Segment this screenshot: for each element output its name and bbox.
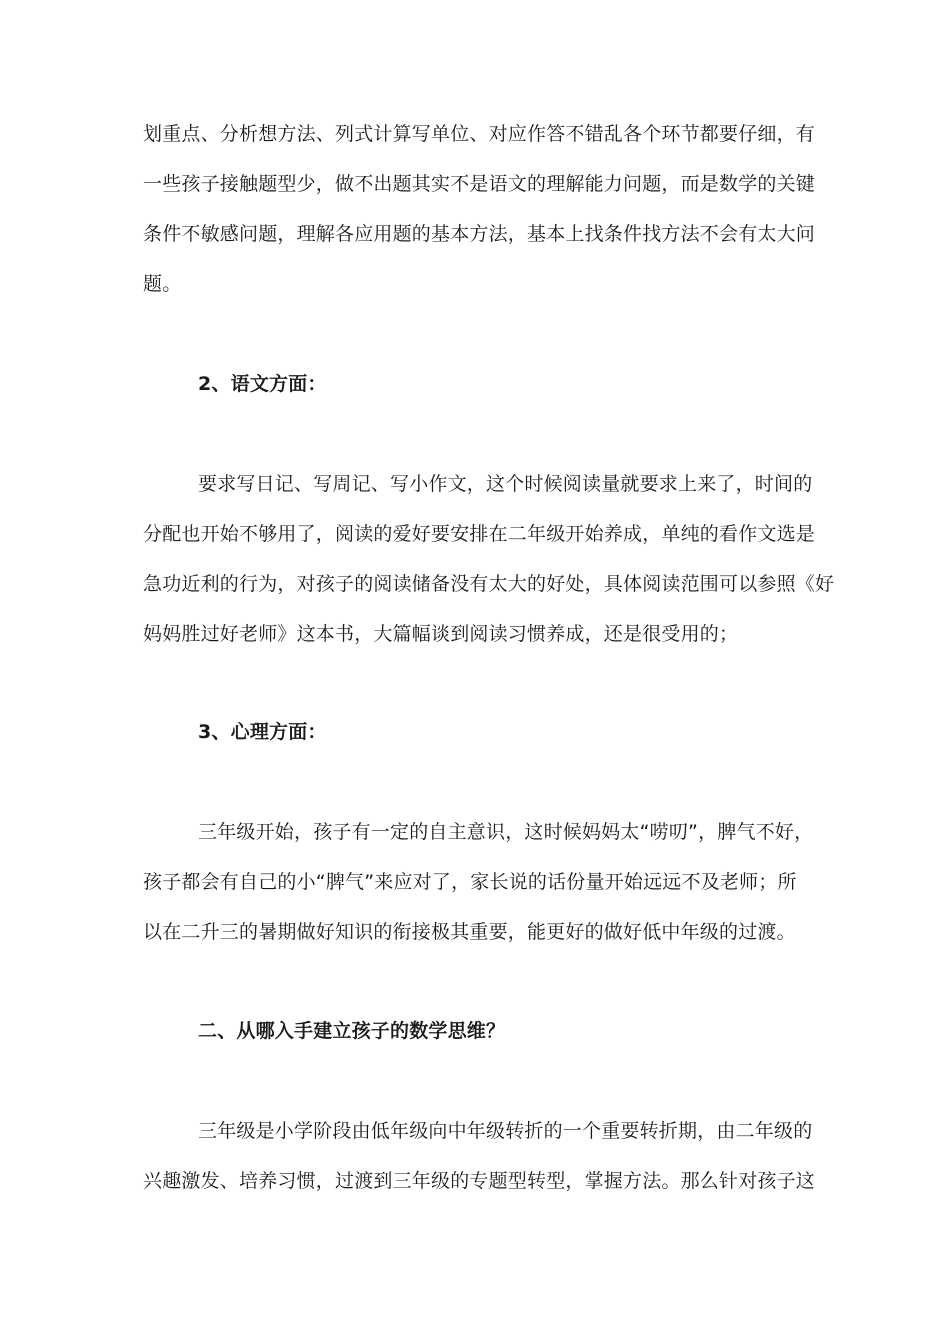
heading-chinese: 2、语文方面： xyxy=(198,373,327,395)
paragraph-psychology-line-1: 三年级开始，孩子有一定的自主意识，这时候妈妈太“唠叨”，脾气不好， xyxy=(198,821,814,843)
paragraph-grade3-line-2: 兴趣激发、培养习惯，过渡到三年级的专题型转型，掌握方法。那么针对孩子这 xyxy=(143,1170,816,1192)
heading-section-2: 二、从哪入手建立孩子的数学思维？ xyxy=(198,1020,506,1042)
paragraph-psychology-line-2: 孩子都会有自己的小“脾气”来应对了，家长说的话份量开始远远不及老师；所 xyxy=(143,871,797,893)
heading-psychology: 3、心理方面： xyxy=(198,721,327,743)
paragraph-chinese-line-3: 急功近利的行为，对孩子的阅读储备没有太大的好处，具体阅读范围可以参照《好 xyxy=(143,573,835,595)
paragraph-math-line-4: 题。 xyxy=(143,273,182,295)
paragraph-math-line-3: 条件不敏感问题，理解各应用题的基本方法，基本上找条件找方法不会有太大问 xyxy=(143,223,816,245)
paragraph-chinese-line-4: 妈妈胜过好老师》这本书，大篇幅谈到阅读习惯养成，还是很受用的； xyxy=(143,623,739,645)
paragraph-chinese-line-2: 分配也开始不够用了，阅读的爱好要安排在二年级开始养成，单纯的看作文选是 xyxy=(143,523,816,545)
paragraph-grade3-line-1: 三年级是小学阶段由低年级向中年级转折的一个重要转折期，由二年级的 xyxy=(198,1120,813,1142)
paragraph-math-line-2: 一些孩子接触题型少，做不出题其实不是语文的理解能力问题，而是数学的关键 xyxy=(143,173,816,195)
paragraph-psychology-line-3: 以在二升三的暑期做好知识的衔接极其重要，能更好的做好低中年级的过渡。 xyxy=(143,921,796,943)
paragraph-math-line-1: 划重点、分析想方法、列式计算写单位、对应作答不错乱各个环节都要仔细，有 xyxy=(143,123,816,145)
paragraph-chinese-line-1: 要求写日记、写周记、写小作文，这个时候阅读量就要求上来了，时间的 xyxy=(198,473,813,495)
